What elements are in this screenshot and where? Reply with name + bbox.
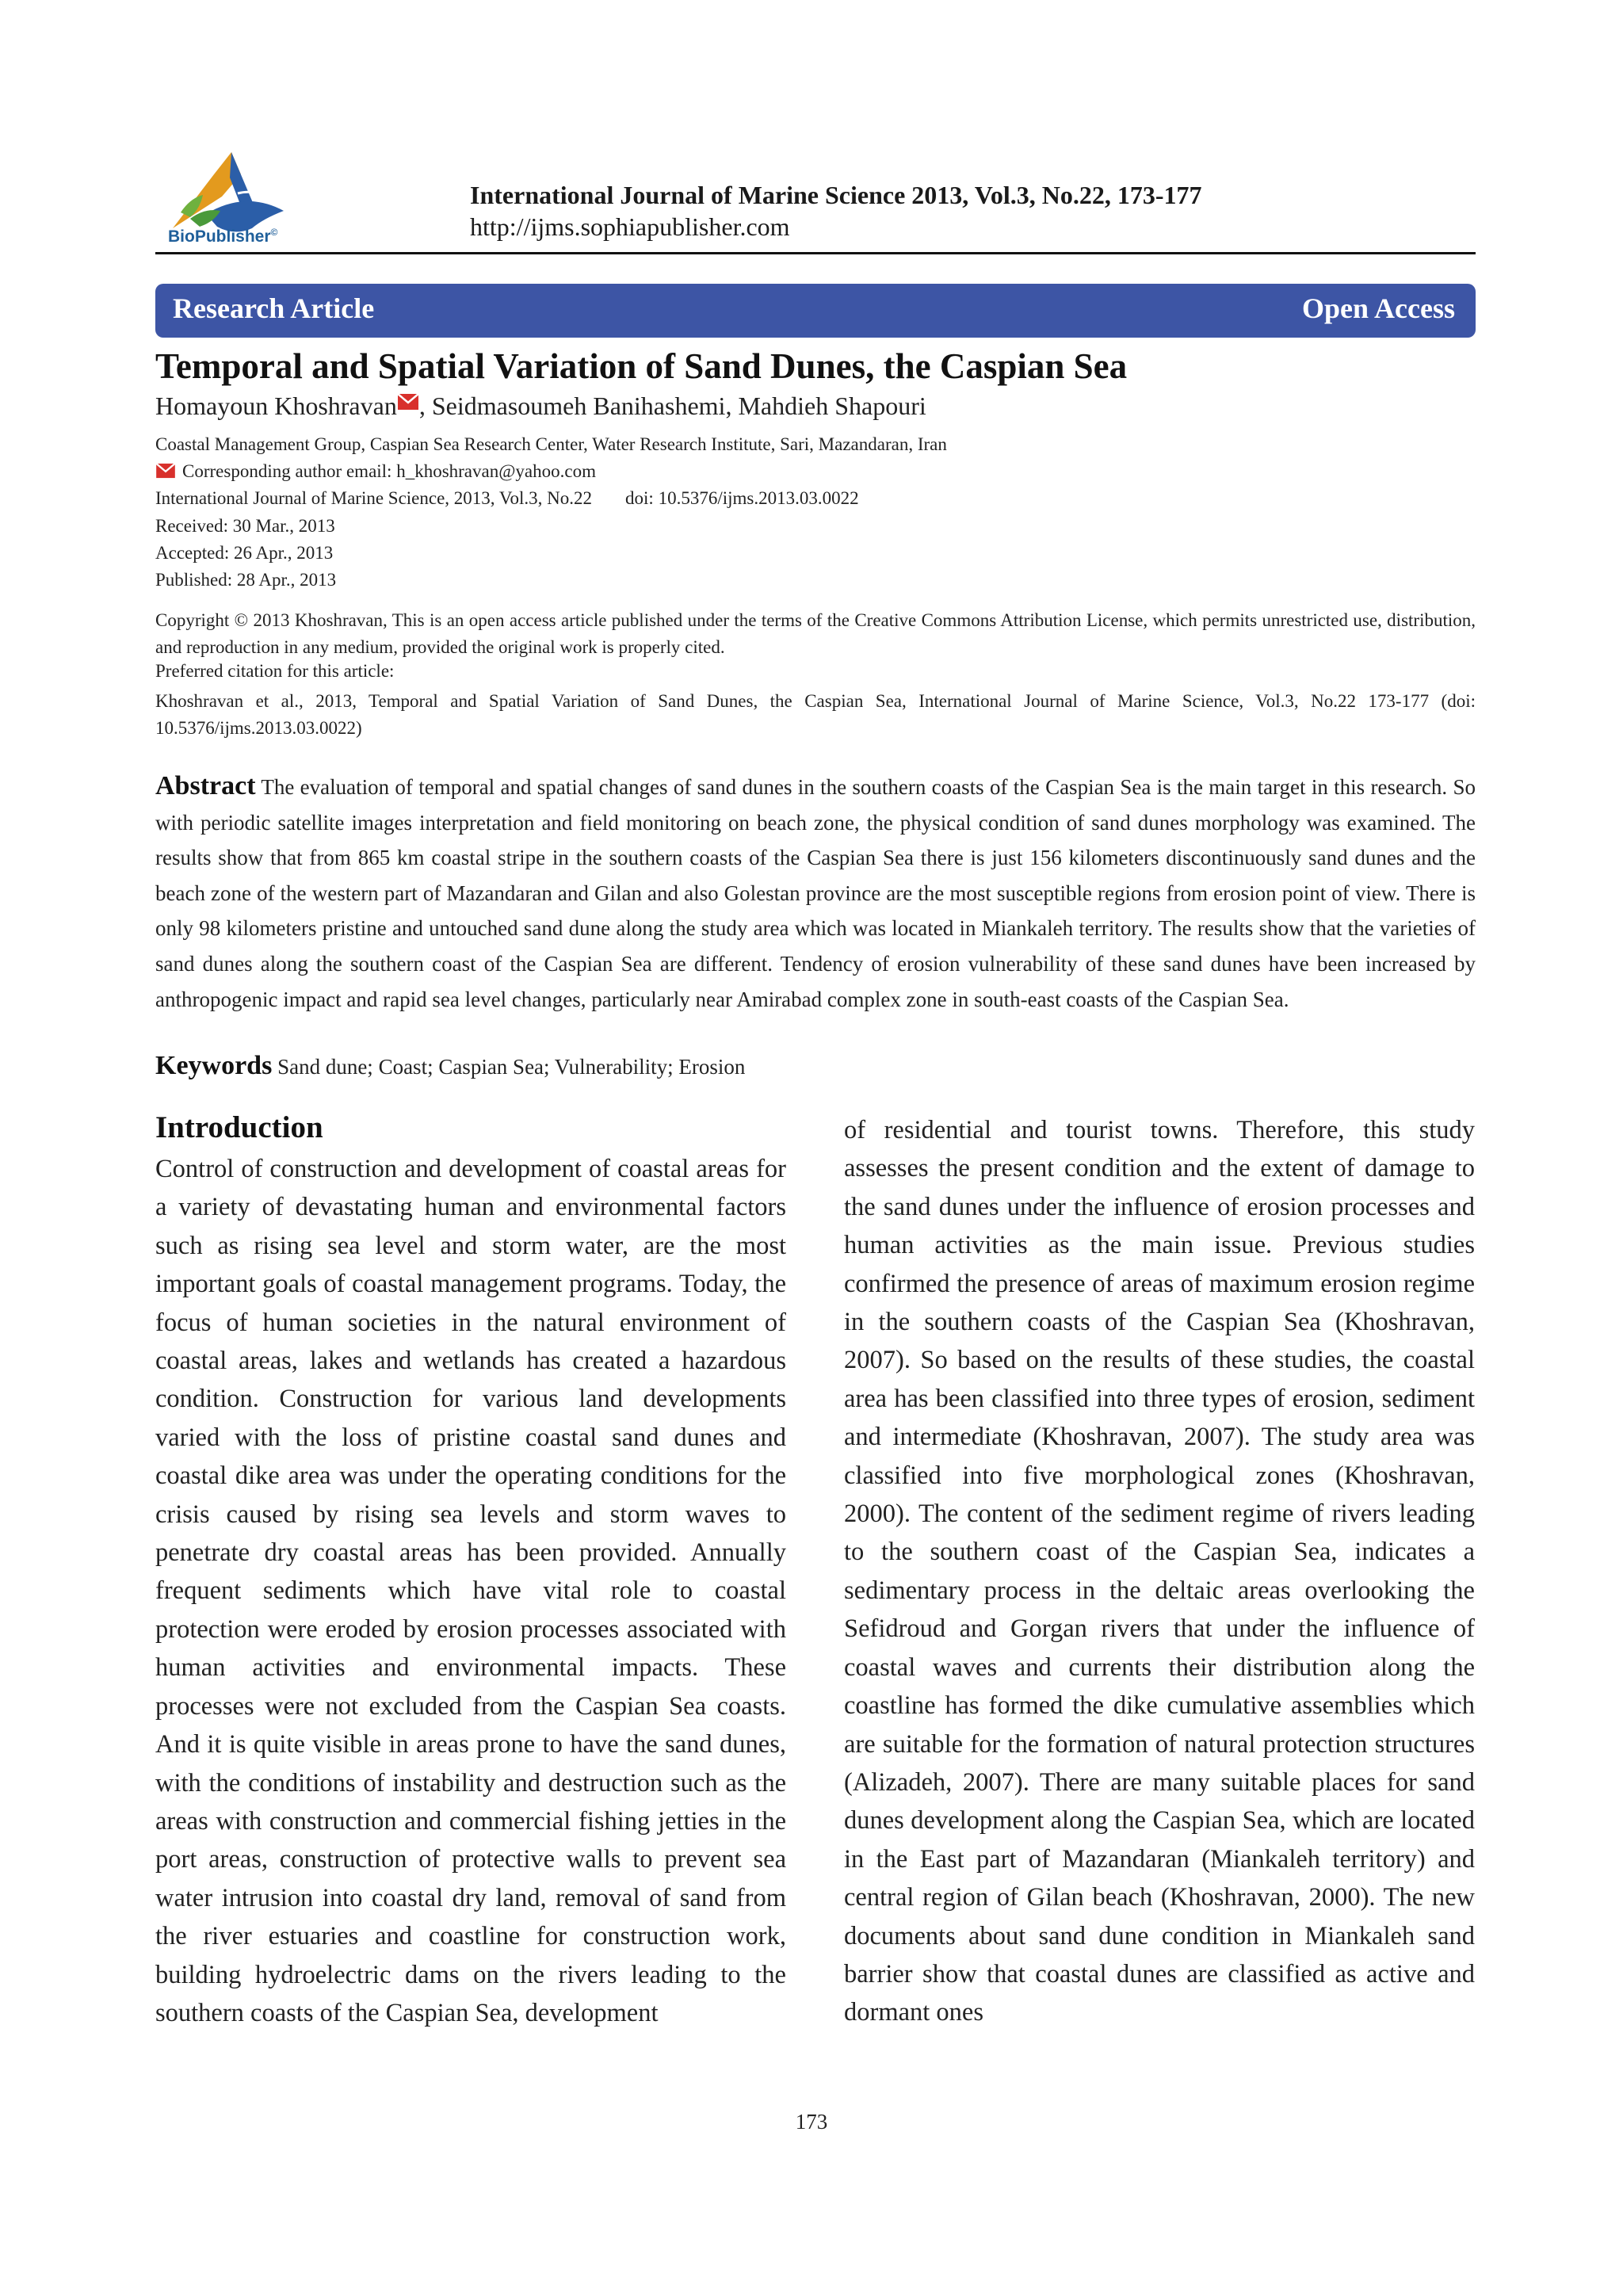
published-date: Published: 28 Apr., 2013 (155, 570, 337, 590)
journal-citation-line: International Journal of Marine Science 2013, Vol.3, No.22, 173-177 (470, 181, 1202, 209)
journal-reference: International Journal of Marine Science, 2013, Vol.3, No.22 doi: 10.5376/ijms.2013.03.0022 (155, 488, 859, 508)
citation-label: Preferred citation for this article: (155, 661, 395, 681)
keywords-label: Keywords (155, 1051, 273, 1080)
affiliation: Coastal Management Group, Caspian Sea Research Center, Water Research Institute, Sari, Mazandaran, Iran (155, 434, 947, 454)
accepted-date: Accepted: 26 Apr., 2013 (155, 543, 334, 563)
article-type-banner (155, 284, 1476, 338)
header-divider (155, 252, 1476, 254)
co-authors: , Seidmasoumeh Banihashemi, Mahdieh Shapouri (418, 392, 926, 420)
research-article-label: Research Article (173, 292, 375, 324)
copyright-notice: Copyright © 2013 Khoshravan, This is an open access article published under the terms of the Creative Commons Attribution License, which permits unrestricted use, distribution, and reproduction in any medium, provided the original work is properly cited. (155, 610, 1476, 657)
doi: doi: 10.5376/ijms.2013.03.0022 (625, 488, 859, 508)
author-name: Homayoun Khoshravan (155, 392, 397, 420)
keywords-text: Sand dune; Coast; Caspian Sea; Vulnerability; Erosion (277, 1055, 746, 1079)
abstract (155, 769, 1476, 1017)
author-list (155, 392, 926, 421)
mail-icon[interactable] (155, 463, 176, 479)
open-access-label: Open Access (1302, 292, 1455, 324)
corresponding-email: Corresponding author email: h_khoshravan@yahoo.com (182, 461, 596, 481)
body-column-right: of residential and tourist towns. Therefore, this study assesses the present condition and the extent of damage to the sand dunes under the influence of erosion processes and human activities as the main issue. Previous studies confirmed the presence of areas of maximum erosion regime in the southern coasts of the Caspian Sea (Khoshravan, 2007). So based on the results of these studies, the coastal area has been classified into three types of erosion, sediment and intermediate (Khoshravan, 2007). The study area was classified into five morphological zones (Khoshravan, 2000). The content of the sediment regime of rivers leading to the southern coast of the Caspian Sea, indicates a sedimentary process in the deltaic areas overlooking the Sefidroud and Gorgan rivers that under the influence of coastal waves and currents their distribution along the coastline has formed the dike cumulative assemblies which are suitable for the formation of natural protection structures (Alizadeh, 2007). There are many suitable places for sand dunes development along the Caspian Sea, which are located in the East part of Mazandaran (Miankaleh territory) and central region of Gilan beach (Khoshravan, 2000). The new documents about sand dune condition in Miankaleh sand barrier show that coastal dunes are classified as active and dormant ones (844, 1116, 1475, 2027)
abstract-text: The evaluation of temporal and spatial changes of sand dunes in the southern coasts of the Caspian Sea is the main target in this research. So with periodic satellite images interpretation and field monitoring on beach zone, the physical condition of sand dunes morphology was examined. The results show that from 865 km coastal stripe in the southern coasts of the Caspian Sea there is just 156 kilometers discontinuously sand dunes and the beach zone of the western part of Mazandaran and Gilan and also Golestan province are the most susceptible regions from erosion point of view. There is only 98 kilometers pristine and untouched sand dune along the study area which was located in Miankaleh territory. The results show that the varieties of sand dunes along the southern coast of the Caspian Sea are different. Tendency of erosion vulnerability of these sand dunes have been increased by anthropogenic impact and rapid sea level changes, particularly near Amirabad complex zone in south-east coasts of the Caspian Sea. (155, 775, 1476, 1011)
page-number: 173 (795, 2110, 828, 2134)
keywords (155, 1051, 745, 1081)
mail-icon[interactable] (397, 393, 419, 411)
corresponding-author (155, 461, 596, 482)
received-date: Received: 30 Mar., 2013 (155, 516, 335, 536)
journal-url[interactable]: http://ijms.sophiapublisher.com (470, 212, 790, 241)
section-heading-introduction: Introduction (155, 1110, 323, 1144)
preferred-citation: Khoshravan et al., 2013, Temporal and Spatial Variation of Sand Dunes, the Caspian Sea, International Journal of Marine Science, Vol.3, No.22 173-177 (doi: 10.5376/ijms.2013.03.0022) (155, 691, 1476, 738)
body-column-left: Control of construction and development of coastal areas for a variety of devastating human and environmental factors such as rising sea level and storm water, are the most important goals of coastal management programs. Today, the focus of human societies in the natural environment of coastal areas, lakes and wetlands has created a hazardous condition. Construction for various land developments varied with the loss of pristine coastal sand dunes and coastal dike area was under the operating conditions for the crisis caused by rising sea levels and storm waves to penetrate dry coastal areas has been provided. Annually frequent sediments which have vital role to coastal protection were eroded by erosion processes associated with human activities and environmental impacts. These processes were not excluded from the Caspian Sea coasts. And it is quite visible in areas prone to have the sand dunes, with the conditions of instability and destruction such as the areas with construction and commercial fishing jetties in the port areas, construction of protective walls to prevent sea water intrusion into coastal dry land, removal of sand from the river estuaries and coastline for construction work, building hydroelectric dams on the rivers leading to the southern coasts of the Caspian Sea, development (155, 1155, 786, 2027)
logo-text: BioPublisher© (168, 227, 278, 246)
article-title: Temporal and Spatial Variation of Sand Dunes, the Caspian Sea (155, 346, 1128, 386)
abstract-label: Abstract (155, 771, 256, 800)
